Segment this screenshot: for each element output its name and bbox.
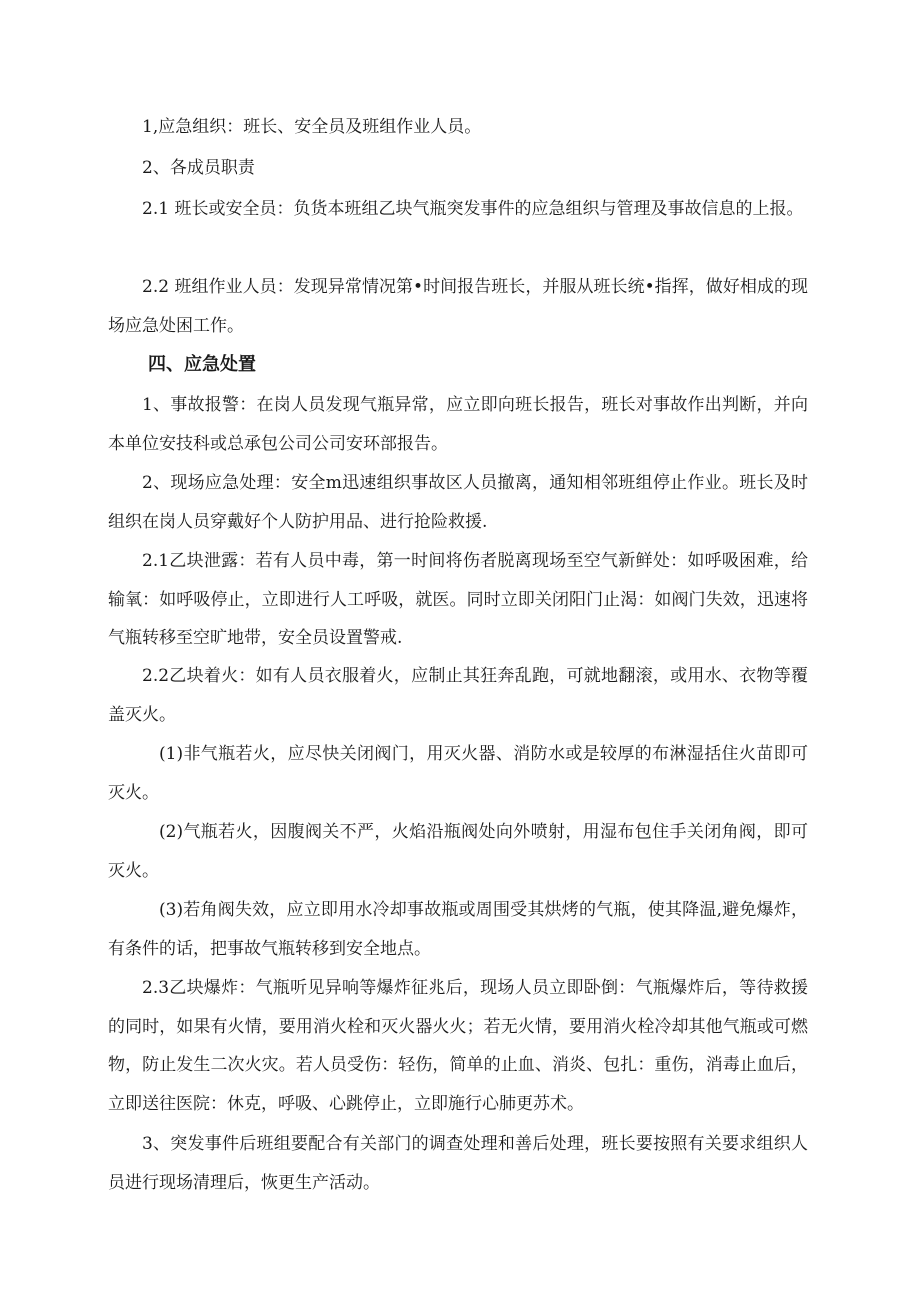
list-item-fire-2: (2)气瓶若火，因腹阀关不严，火焰沿瓶阀处向外喷射，用湿布包住手关闭角阀，即可灭火。 bbox=[108, 822, 808, 881]
paragraph-duty-2-1: 2.1 班长或安全员：负货本班组乙块气瓶突发事件的应急组织与管理及事故信息的上报。 bbox=[142, 199, 804, 219]
paragraph-onsite-handling: 2、现场应急处理：安全m迅速组织事故区人员撤离，通知相邻班组停止作业。班长及时组织在岗人员穿戴好个人防护用品、进行抢险救援. bbox=[108, 473, 808, 532]
paragraph-explosion-response: 2.3乙块爆炸：气瓶听见异响等爆炸征兆后，现场人员立即卧倒：气瓶爆炸后，等待救援的同时，如果有火情，要用消火栓和灭火器火火；若无火情，要用消火栓冷却其他气瓶或可燃物，防止发生二次火灾。若人员受伤：轻伤，简单的止血、消炎、包扎：重伤，消毒止血后，立即送往医院：休克，呼吸、心跳停止，立即施行心肺更苏术。 bbox=[108, 978, 808, 1114]
paragraph-member-duties-heading: 2、各成员职责 bbox=[142, 158, 255, 178]
list-item-fire-1: (1)非气瓶若火，应尽快关闭阀门，用灭火器、消防水或是较厚的布淋湿括住火苗即可灭火。 bbox=[108, 744, 808, 803]
paragraph-fire-response: 2.2乙块着火：如有人员衣服着火，应制止其狂奔乱跑，可就地翻滚，或用水、衣物等覆盖灭火。 bbox=[108, 666, 808, 725]
paragraph-aftermath: 3、突发事件后班组要配合有关部门的调查处理和善后处理，班长要按照有关要求组织人员进行现场清理后，恢更生产活动。 bbox=[108, 1134, 808, 1193]
section-heading-emergency-response: 四、应急处置 bbox=[148, 354, 256, 375]
paragraph-emergency-organization: 1,应急组织：班长、安全员及班组作业人员。 bbox=[142, 117, 482, 137]
paragraph-duty-2-2: 2.2 班组作业人员：发现异常情况第•时间报告班长，并服从班长统•指挥，做好相成的现场应急处困工作。 bbox=[108, 277, 808, 336]
paragraph-accident-alarm: 1、事故报警：在岗人员发现气瓶异常，应立即向班长报告，班长对事故作出判断，并向本单位安技科或总承包公司公司安环部报告。 bbox=[108, 395, 808, 454]
paragraph-leak-response: 2.1乙块泄露：若有人员中毒，第一时间将伤者脱离现场至空气新鲜处：如呼吸困难，给输氧：如呼吸停止，立即进行人工呼吸，就医。同时立即关闭阳门止渴：如阀门失效，迅速将气瓶转移至空旷地带，安全员设置警戒. bbox=[108, 551, 808, 648]
list-item-fire-3: (3)若角阀失效，应立即用水冷却事故瓶或周围受其烘烤的气瓶，使其降温,避免爆炸，有条件的话，把事故气瓶转移到安全地点。 bbox=[108, 900, 808, 959]
